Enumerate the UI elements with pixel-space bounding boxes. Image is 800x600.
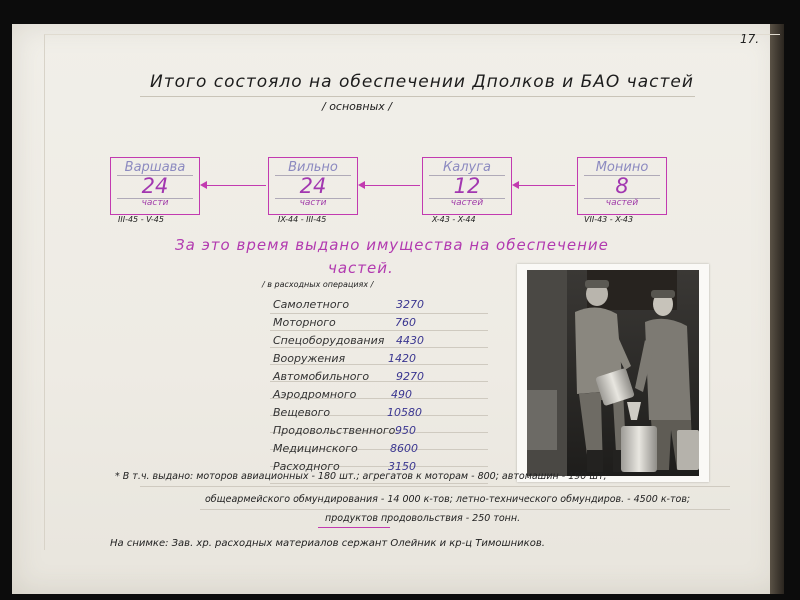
base-unit: частей bbox=[450, 198, 484, 208]
base-unit: части bbox=[141, 198, 169, 208]
supply-value: 9270 bbox=[396, 370, 424, 383]
base-city: Монино bbox=[595, 160, 649, 175]
supply-label: Самолетного bbox=[273, 298, 350, 311]
base-city: Калуга bbox=[443, 160, 491, 175]
supply-label: Вещевого bbox=[273, 406, 331, 419]
supply-value: 950 bbox=[395, 424, 416, 437]
base-count: 24 bbox=[141, 174, 169, 198]
base-box-warsaw bbox=[110, 157, 200, 215]
title-rule bbox=[140, 96, 695, 97]
title-subtitle: / основных / bbox=[322, 100, 392, 113]
row-rule bbox=[270, 483, 488, 484]
row-rule bbox=[270, 313, 488, 314]
arrow-icon bbox=[202, 185, 266, 186]
arrow-icon bbox=[514, 185, 575, 186]
supply-value: 10580 bbox=[387, 406, 422, 419]
supplies-heading: За это время выдано имущества на обеспечение bbox=[175, 236, 609, 254]
note-line-3: продуктов продовольствия - 250 тонн. bbox=[325, 513, 521, 524]
base-box-monino bbox=[577, 157, 667, 215]
supply-value: 760 bbox=[395, 316, 416, 329]
supply-label: Спецоборудования bbox=[273, 334, 385, 347]
base-box-vilnius bbox=[268, 157, 358, 215]
supply-label: Аэродромного bbox=[273, 388, 357, 401]
row-rule bbox=[270, 330, 488, 331]
arrow-icon bbox=[360, 185, 420, 186]
note-line-2: общеармейского обмундирования - 14 000 к-тов; летно-технического обмундиров. - 4500 к-тов; bbox=[205, 494, 691, 505]
supply-label: Автомобильного bbox=[273, 370, 370, 383]
highlight-underline bbox=[318, 527, 390, 528]
base-count: 24 bbox=[299, 174, 327, 198]
supply-label: Моторного bbox=[273, 316, 336, 329]
photograph-image bbox=[527, 270, 699, 476]
supplies-heading-cont: частей. bbox=[328, 259, 394, 277]
supply-value: 8600 bbox=[390, 442, 418, 455]
supplies-heading-note: / в расходных операциях / bbox=[262, 280, 374, 289]
base-unit: частей bbox=[605, 198, 639, 208]
supply-value: 3270 bbox=[396, 298, 424, 311]
supply-label: Медицинского bbox=[273, 442, 358, 455]
base-count: 8 bbox=[615, 174, 629, 198]
photograph bbox=[527, 270, 699, 476]
base-dates: III-45 - V-45 bbox=[118, 215, 164, 224]
note-rule bbox=[200, 509, 730, 510]
base-dates: X-43 - X-44 bbox=[432, 215, 476, 224]
supply-value: 4430 bbox=[396, 334, 424, 347]
base-city: Вильно bbox=[288, 160, 338, 175]
supply-value: 1420 bbox=[388, 352, 416, 365]
base-city: Варшава bbox=[124, 160, 186, 175]
supply-label: Продовольственного bbox=[273, 424, 396, 437]
base-dates: VII-43 - X-43 bbox=[584, 215, 634, 224]
row-rule bbox=[270, 347, 488, 348]
base-count: 12 bbox=[453, 174, 481, 198]
supply-label: Вооружения bbox=[273, 352, 346, 365]
note-line-1: * В т.ч. выдано: моторов авиационных - 180 шт.; агрегатов к моторам - 800; автомашин - 190 шт; bbox=[115, 471, 607, 482]
base-dates: IX-44 - III-45 bbox=[278, 215, 327, 224]
base-unit: части bbox=[299, 198, 327, 208]
supply-value: 3150 bbox=[388, 460, 416, 473]
base-box-kaluga bbox=[422, 157, 512, 215]
supply-value: 490 bbox=[391, 388, 412, 401]
page-number: 17. bbox=[740, 32, 760, 46]
page-title: Итого состояло на обеспечении Дполков и БАО частей bbox=[150, 72, 694, 92]
supply-label: Расходного bbox=[273, 460, 340, 473]
photo-caption: На снимке: Зав. хр. расходных материалов сержант Олейник и кр-ц Тимошников. bbox=[110, 538, 545, 549]
note-rule bbox=[140, 486, 730, 487]
